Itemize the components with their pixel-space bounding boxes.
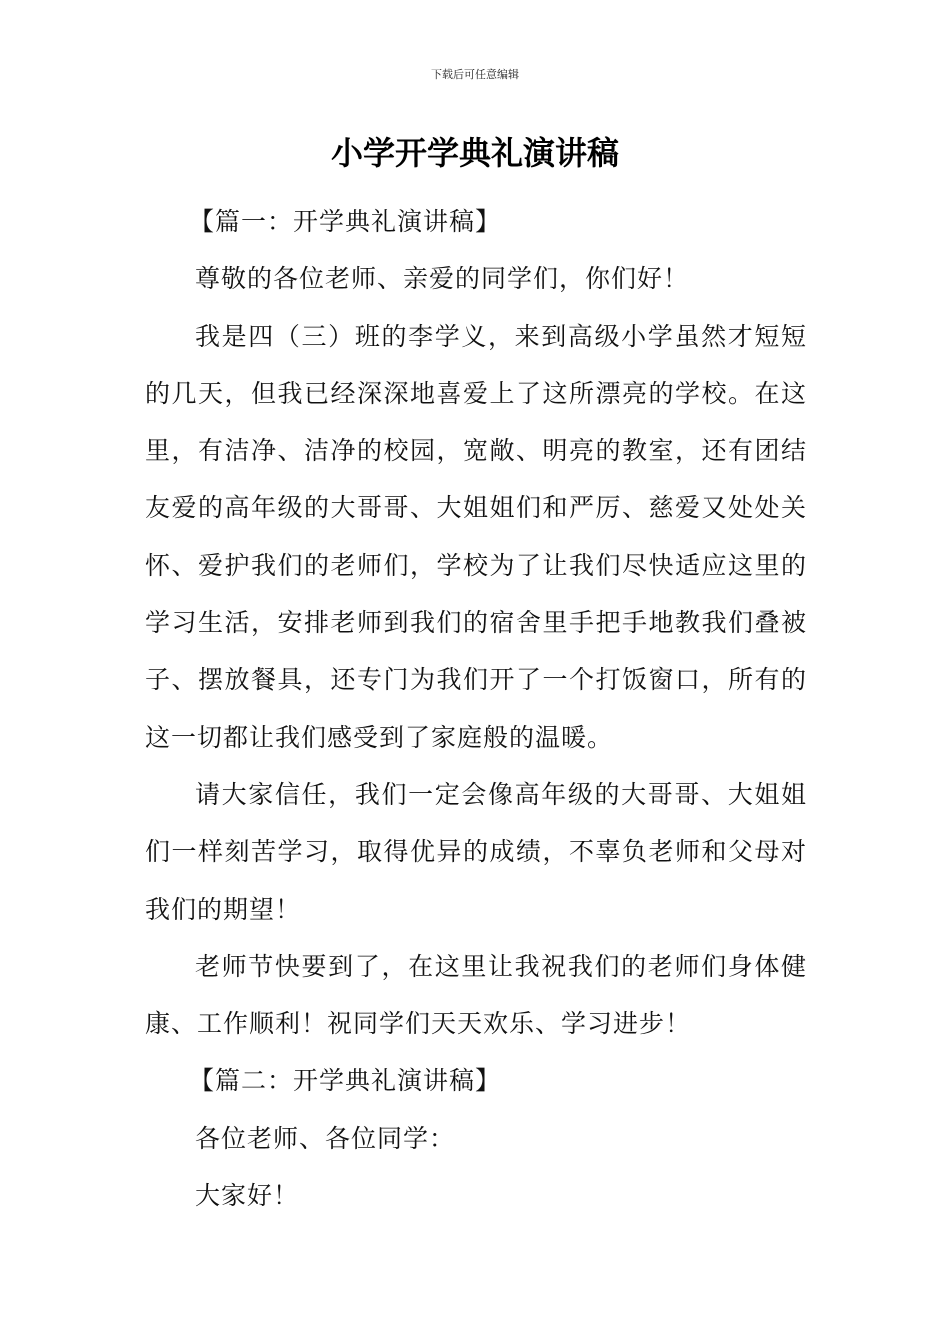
greeting-paragraph-3: 大家好！: [195, 1181, 300, 1211]
body-paragraph-3: 老师节快要到了，在这里让我祝我们的老师们身体健康、工作顺利！祝同学们天天欢乐、学习进步！: [145, 951, 807, 1039]
section-heading-1: 【篇一：开学典礼演讲稿】: [189, 207, 502, 236]
document-title: 小学开学典礼演讲稿: [330, 134, 619, 172]
document-body: [145, 193, 807, 1224]
greeting-paragraph-2: 各位老师、各位同学：: [195, 1123, 456, 1153]
section-heading-2: 【篇二：开学典礼演讲稿】: [189, 1066, 502, 1096]
body-paragraph-1: 我是四（三）班的李学义，来到高级小学虽然才短短的几天，但我已经深深地喜爱上了这所漂亮的学校。在这里，有洁净、洁净的校园，宽敞、明亮的教室，还有团结友爱的高年级的大哥哥、大姐姐们和严厉、慈爱又处处关怀、爱护我们的老师们，学校为了让我们尽快适应这里的学习生活，安排老师到我们的宿舍里手把手地教我们叠被子、摆放餐具，还专门为我们开了一个打饭窗口，所有的这一切都让我们感受到了家庭般的温暖。: [145, 321, 807, 752]
header-note: 下载后可任意编辑: [431, 68, 519, 81]
body-paragraph-2: 请大家信任，我们一定会像高年级的大哥哥、大姐姐们一样刻苦学习，取得优异的成绩，不辜负老师和父母对我们的期望！: [145, 779, 807, 924]
greeting-paragraph: 尊敬的各位老师、亲爱的同学们，你们好！: [195, 264, 690, 294]
